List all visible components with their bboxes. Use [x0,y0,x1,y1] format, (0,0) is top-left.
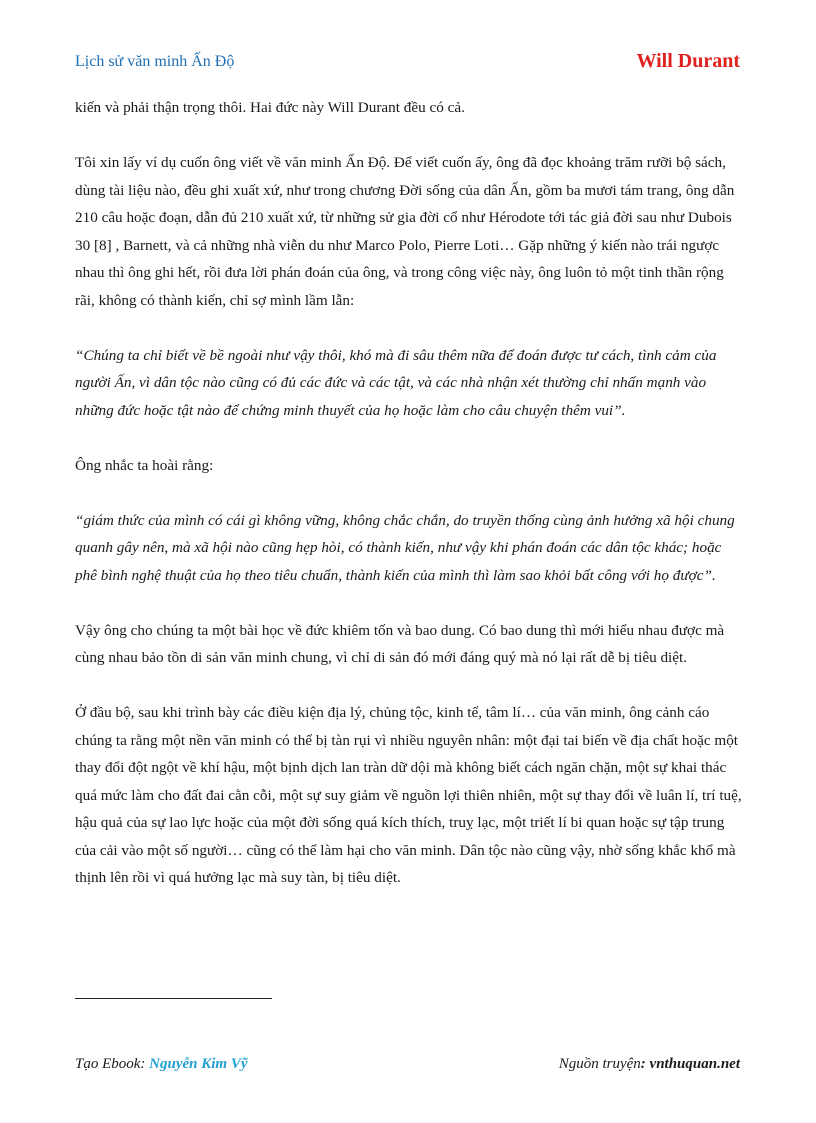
paragraph-3: Ông nhắc ta hoài rằng: [75,456,214,474]
page-body [75,94,745,919]
author-name: Will Durant [636,50,740,72]
quote-1: “Chúng ta chỉ biết về bề ngoài như vậy thôi, khó mà đi sâu thêm nữa để đoán được tư cách, tình cảm của người Ấn, vì dân tộc nào cũng có đủ các đức và các tật, và các nhà nhận xét thường chỉ nhấn mạnh vào những đức hoặc tật nào để chứng minh thuyết của họ hoặc làm cho câu chuyện thêm vui”. [75,346,717,419]
ebook-credit [75,1056,248,1073]
ebook-label: Tạo Ebook [75,1056,141,1072]
source-separator: : [640,1056,650,1072]
paragraph-4: Vậy ông cho chúng ta một bài học về đức khiêm tốn và bao dung. Có bao dung thì mới hiểu nhau được mà cùng nhau bảo tồn di sản văn minh chung, vì chỉ di sản đó mới đáng quý mà nó lại rất dễ bị tiêu diệt. [75,621,725,666]
page-header [75,50,740,76]
book-title: Lịch sử văn minh Ấn Độ [75,53,235,70]
page-footer [75,1056,740,1076]
paragraph-1: kiến và phải thận trọng thôi. Hai đức này Will Durant đều có cả. [75,99,465,116]
paragraph-2: Tôi xin lấy ví dụ cuốn ông viết về văn minh Ấn Độ. Để viết cuốn ấy, ông đã đọc khoảng trăm rưỡi bộ sách, dùng tài liệu nào, đều ghi xuất xứ, như trong chương Đời sống của dân Ấn, gồm ba mươi tám trang, ông dẫn 210 câu hoặc đoạn, dẫn đủ 210 xuất xứ, từ những sử gia đời cổ như Hérodote tới tác giả đời sau như Dubois 30 [8] , Barnett, và cả những nhà viễn du như Marco Polo, Pierre Loti… Gặp những ý kiến nào trái ngược nhau thì ông ghi hết, rồi đưa lời phán đoán của ông, và trong công việc này, ông luôn tỏ một tinh thần rộng rãi, không có thành kiến, chỉ sợ mình lầm lẫn: [75,154,735,309]
source-label: Nguồn truyện [558,1056,641,1072]
source-credit [559,1056,740,1073]
paragraph-5: Ở đầu bộ, sau khi trình bày các điều kiện địa lý, chủng tộc, kinh tế, tâm lí… của văn minh, ông cảnh cáo chúng ta rằng một nền văn minh có thể bị tàn rụi vì nhiều nguyên nhân: một đại tai biến về địa chất hoặc một thay đổi đột ngột về khí hậu, một bịnh dịch lan tràn dữ dội mà không biết cách ngăn chặn, một sự khai thác quá mức làm cho đất đai cằn cỗi, một sự suy giảm về nguồn lợi thiên nhiên, một sự thay đổi về luân lí, trí tuệ, hậu quả của sự lao lực hoặc của một đời sống quá kích thích, truỵ lạc, một triết lí bi quan hoặc sự tập trung của cải vào một số người… cũng có thể làm hại cho văn minh. Dân tộc nào cũng vậy, nhờ sống khắc khổ mà thịnh lên rồi vì quá hưởng lạc mà suy tàn, bị tiêu diệt. [75,704,742,886]
source-site-link[interactable]: vnthuquan.net [649,1056,740,1072]
quote-2: “giám thức của mình có cái gì không vững, không chắc chắn, do truyền thống cùng ảnh hưởng xã hội chung quanh gây nên, mà xã hội nào cũng hẹp hòi, có thành kiến, như vậy khi phán đoán các dân tộc khác; hoặc phê bình nghệ thuật của họ theo tiêu chuẩn, thành kiến của mình thì làm sao khỏi bất công với họ được”. [75,511,735,584]
ebook-creator-name: Nguyễn Kim Vỹ [149,1056,248,1072]
footnote-separator [75,998,272,999]
ebook-separator: : [140,1056,150,1072]
